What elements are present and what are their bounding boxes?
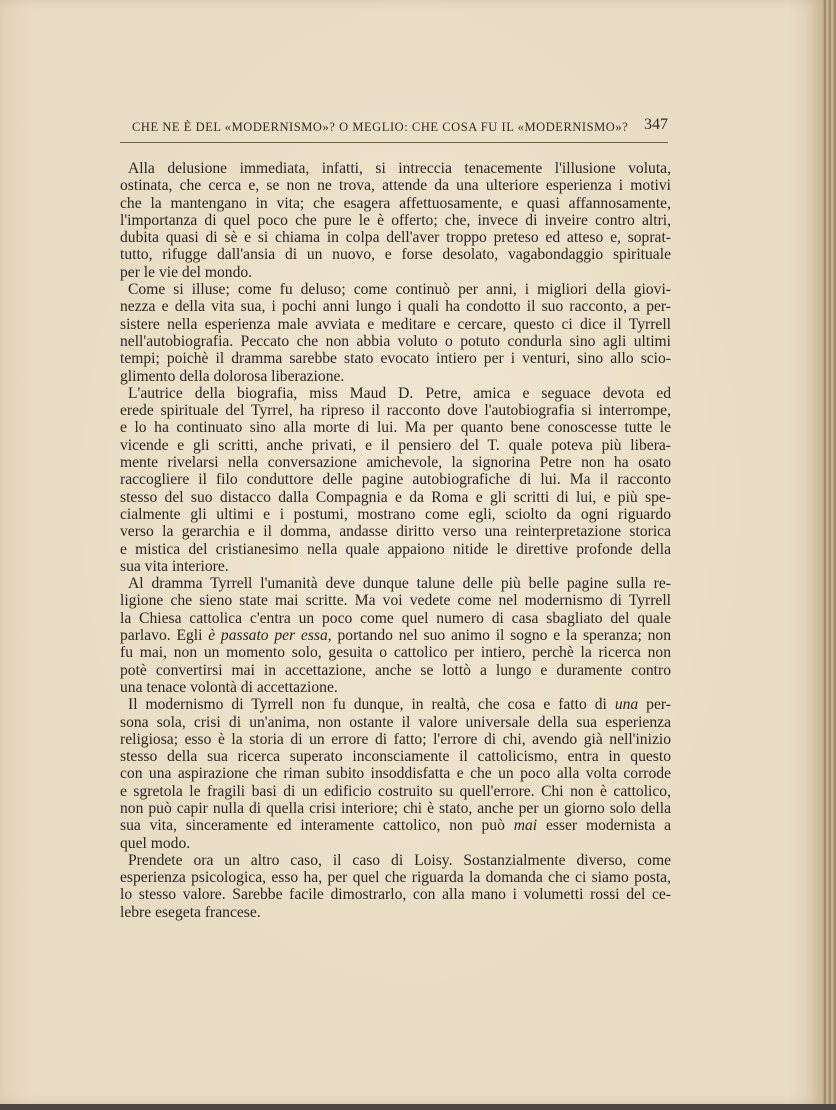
body-text xyxy=(120,160,671,921)
text-line: raccogliere il filo conduttore delle pagine autobiografiche di lui. Ma il racconto xyxy=(120,471,671,489)
text-line: nezza e della vita sua, i pochi anni lungo i quali ha condotto il suo racconto, a per- xyxy=(120,298,671,316)
paragraph xyxy=(120,575,671,696)
text-line: e mistica del cristianesimo nella quale appaiono nitide le direttive profonde della xyxy=(120,540,671,558)
text-line: mente rivelarsi nella conversazione amichevole, la signorina Petre non ha osato xyxy=(120,454,671,472)
paragraph xyxy=(120,385,671,575)
text-line: dubita quasi di sè e si chiama in colpa dell'aver troppo preteso ed atteso e, soprat- xyxy=(120,229,671,247)
text-line: la Chiesa cattolica c'entra un poco come quel numero di casa sbagliato del quale xyxy=(120,609,671,627)
text-line: vicende e gli scritti, anche privati, e il pensiero del T. quale poteva più libera- xyxy=(120,436,671,454)
text-line: parlavo. Egli è passato per essa, portando nel suo animo il sogno e la speranza; non xyxy=(120,627,671,645)
text-line: Il modernismo di Tyrrell non fu dunque, in realtà, che cosa e fatto di una per- xyxy=(128,696,671,714)
text-line: e lo ha continuato sino alla morte di lui. Ma per quanto bene conoscesse tutte le xyxy=(120,419,671,437)
page-number: 347 xyxy=(644,116,668,133)
text-line: una tenace volontà di accettazione. xyxy=(120,678,338,696)
text-line: tempi; poichè il dramma sarebbe stato evocato intiero per i venturi, sino allo scio- xyxy=(120,350,671,368)
text-line: cialmente gli ultimi e i postumi, mostrano come egli, sciolto da ogni riguardo xyxy=(120,505,671,523)
text-line: nell'autobiografia. Peccato che non abbia voluto o potuto condurla sino agli ultimi xyxy=(120,332,671,350)
running-head-title: CHE NE È DEL «MODERNISMO»? O MEGLIO: CHE COSA FU IL «MODERNISMO»? xyxy=(132,120,629,134)
page-edge-stack xyxy=(822,0,836,1110)
paragraph xyxy=(120,696,671,852)
text-line: per le vie del mondo. xyxy=(120,263,253,281)
text-line: stesso del suo distacco dalla Compagnia e da Roma e gli scritti di lui, e più spe- xyxy=(120,488,671,506)
text-line: che la mantengano in vita; che esagera affettuosamente, e quasi affannosamente, xyxy=(120,194,671,212)
text-line: ostinata, che cerca e, se non ne trova, attende da una ulteriore esperienza i motivi xyxy=(120,177,671,195)
text-line: ligione che sieno state mai scritte. Ma voi vedete come nel modernismo di Tyrrell xyxy=(120,592,671,610)
text-line: sistere nella esperienza male avviata e meditare e cercare, questo ci dice il Tyrrell xyxy=(120,315,671,333)
text-line: Prendete ora un altro caso, il caso di Loisy. Sostanzialmente diverso, come xyxy=(128,851,671,869)
text-line: sua vita interiore. xyxy=(120,557,229,575)
running-head xyxy=(120,116,668,143)
text-line: Come si illuse; come fu deluso; come continuò per anni, i migliori della giovi- xyxy=(128,281,671,299)
text-line: verso la gerarchia e il domma, andasse diritto verso una reinterpretazione storica xyxy=(120,523,671,541)
page-bottom-edge xyxy=(0,1104,836,1110)
text-line: Alla delusione immediata, infatti, si intreccia tenacemente l'illusione voluta, xyxy=(128,160,671,177)
text-line: sona sola, crisi di un'anima, non ostante il valore universale della sua esperienza xyxy=(120,713,671,731)
text-line: stesso della sua ricerca superato inconsciamente il cattolicismo, entra in questo xyxy=(120,748,671,766)
text-line: glimento della dolorosa liberazione. xyxy=(120,367,345,385)
text-line: fu mai, non un momento solo, gesuita o cattolico per intiero, perchè la ricerca non xyxy=(120,644,671,662)
text-line: erede spirituale del Tyrrel, ha ripreso il racconto dove l'autobiografia si interrompe, xyxy=(120,402,671,420)
text-line: Al dramma Tyrrell l'umanità deve dunque talune delle più belle pagine sulla re- xyxy=(128,575,671,593)
paragraph xyxy=(120,281,671,385)
text-line: l'importanza di quel poco che pure le è offerto; che, invece di inveire contro altri, xyxy=(120,211,671,229)
text-line: e sgretola le fragili basi di un edificio costruito su quell'errore. Chi non è cattolico, xyxy=(120,782,671,800)
text-line: L'autrice della biografia, miss Maud D. Petre, amica e seguace devota ed xyxy=(128,384,671,402)
text-line: sua vita, sinceramente ed interamente cattolico, non può mai esser modernista a xyxy=(120,817,672,835)
text-line: potè convertirsi mai in accettazione, anche se lottò a lungo e duramente contro xyxy=(120,661,671,679)
paragraph xyxy=(120,160,671,281)
text-line: quel modo. xyxy=(120,834,191,852)
paragraph xyxy=(120,852,671,921)
text-line: con una aspirazione che riman subito insoddisfatta e che un poco alla volta corrode xyxy=(120,765,671,783)
text-line: lebre esegeta francese. xyxy=(120,903,261,921)
text-line: lo stesso valore. Sarebbe facile dimostrarlo, con alla mano i volumetti rossi del ce- xyxy=(120,886,671,904)
text-line: non può capir nulla di quella crisi interiore; chi è stato, anche per un giorno solo della xyxy=(120,799,671,817)
text-line: tutto, rifugge dall'ansia di un nuovo, e forse desolato, vagabondaggio spirituale xyxy=(120,246,671,264)
text-line: esperienza psicologica, esso ha, per quel che riguarda la domanda che ci siamo posta, xyxy=(120,869,671,887)
text-line: religiosa; esso è la storia di un errore di fatto; l'errore di chi, avendo già nell'inizio xyxy=(120,730,671,748)
